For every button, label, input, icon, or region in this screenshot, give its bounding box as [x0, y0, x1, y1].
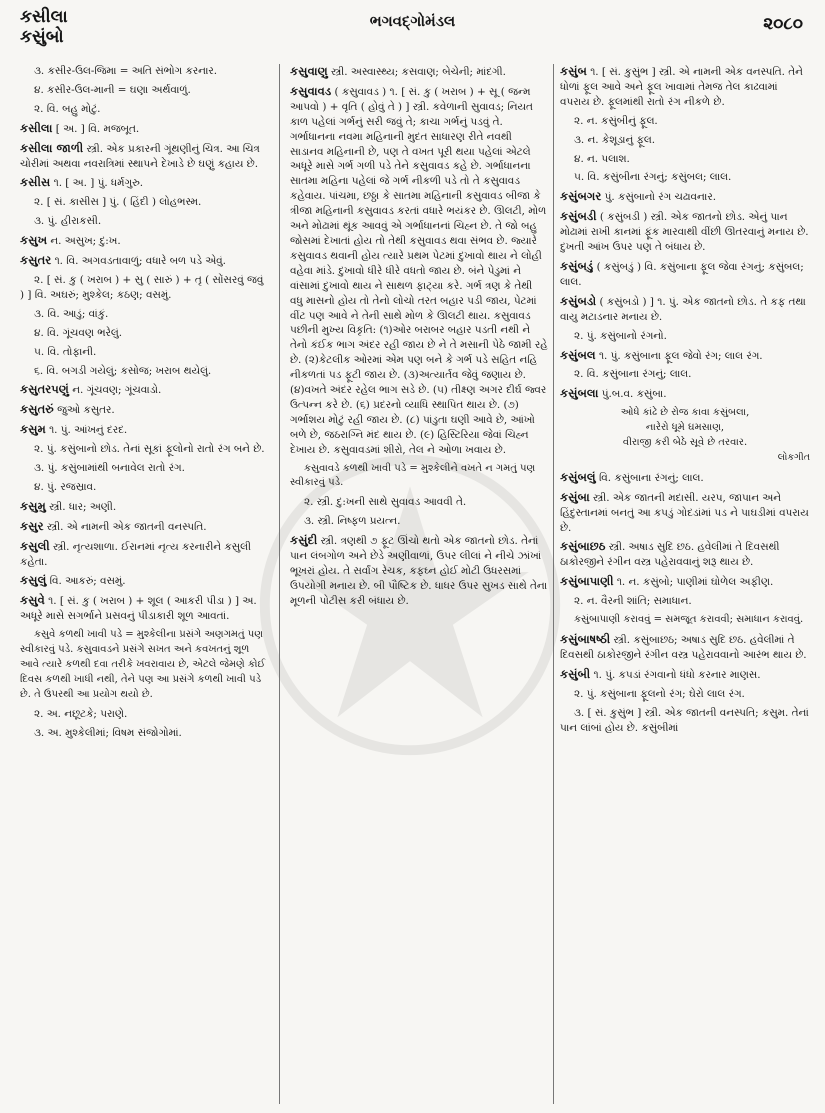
- guide-word-last: કસુંબો: [20, 27, 64, 47]
- definition-text: સ્ત્રી. એક પ્રકારની ગૂંથણીનું ચિત્ર. આ ચિત્ર ચોરીમાં અથવા નવરાત્રિમાં સ્થાપને દેખાડે છે ઘણું કહાય છે.: [20, 142, 260, 170]
- definition-text: વિ. કસુંબાના રંગનું; લાલ.: [595, 471, 704, 484]
- headword: કસુમુ: [20, 498, 46, 513]
- headword: કસીલા: [20, 120, 53, 135]
- dictionary-entry: [560, 259, 810, 290]
- sense-line: ૨. પું. કસુંબાનો છોડ. તેનાં સૂકાં ફૂલોનો રાતો રંગ બને છે.: [34, 443, 265, 456]
- dictionary-entry: [290, 533, 548, 609]
- dictionary-entry: [560, 209, 810, 255]
- headword: કસુલું: [20, 573, 47, 588]
- headword: કસુંબડું: [560, 258, 594, 273]
- sense-line: ૨. ન. વૈરની શાંતિ; સમાધાન.: [574, 595, 692, 608]
- headword: કસુંબી: [560, 666, 591, 681]
- dictionary-entry: [20, 233, 270, 249]
- definition-text: [ અ. ] વિ. મજબૂત.: [52, 122, 140, 135]
- dictionary-entry: [560, 64, 810, 110]
- definition-text: સ્ત્રી. ત્રણથી ૭ ફૂટ ઊંચો થતો એક જાતનો છોડ. તેનાં પાન લંબગોળ અને છેડે અણીવાળાં, ઉપર લીલાં ને નીચે ઝાંખાં ભૂખરાં હોય. તે સર્વાંગ રેચક, કફઘ્ન હોઈ મોટી ઉધરસમાં ઉપયોગી મનાય છે. બી પૌષ્ટિક છે. ધાધર ઉપર સુખડ સાથે તેના મૂળની પોટીસ કરી બંધાય છે.: [290, 535, 548, 607]
- dictionary-entry: [560, 574, 810, 590]
- sense-line: ૩. [ સં. કુસુંભ ] સ્ત્રી. એક જાતની વનસ્પતિ; કસુમ. તેનાં પાન લાંબાં હોય છે. કસુંબીમાં: [560, 706, 809, 734]
- sense-line: ૩. કસીર-ઉલ-જિમા = અતિ સંભોગ કરનાર.: [34, 65, 218, 77]
- dictionary-entry: [20, 573, 270, 589]
- definition-text: સ્ત્રી. એ નામની એક જાતની વનસ્પતિ.: [43, 520, 207, 533]
- sense-line: ૨. અ. નછૂટકે; પરાણે.: [34, 707, 128, 720]
- definition-text: સ્ત્રી. નૃત્યશાળા. ઈરાનમાં નૃત્ય કરનારીને કસુલી કહેતા.: [20, 540, 251, 568]
- definition-text: ૧. પું. આંખનું દરદ.: [45, 424, 128, 437]
- dictionary-entry: [20, 539, 270, 570]
- headword: કસુંબલ: [560, 347, 596, 362]
- headword: કસુતર: [20, 253, 52, 268]
- headword: કસુવે: [20, 593, 45, 608]
- dictionary-entry: [290, 64, 548, 80]
- dictionary-entry: [20, 382, 270, 398]
- column-middle: [290, 64, 548, 1109]
- dictionary-entry: [20, 141, 270, 172]
- sense-line: ૩. વિ. આડું; વાંકું.: [34, 307, 109, 320]
- definition-text: ( કસુંબડો ) ] ૧. પું. એક જાતનો છોડ. તે કફ તથા વાયુ મટાડનાર મનાય છે.: [560, 295, 806, 323]
- sense-line: ૩. અ. મુશ્કેલીમાં; વિષમ સંજોગોમાં.: [34, 726, 182, 739]
- sense-line: ૫. વિ. તોફાની.: [34, 345, 97, 358]
- headword: કસીલા જાળી: [20, 140, 84, 155]
- headword: કસુતરપણું: [20, 382, 69, 397]
- dictionary-entry: [560, 348, 810, 364]
- headword: કસુંદી: [290, 533, 318, 548]
- definition-text: વિ. આકરું; વસમું.: [46, 575, 126, 588]
- headword: કસુંબગર: [560, 189, 602, 204]
- dictionary-entry: [20, 499, 270, 515]
- idiom-note: કસુંબાપાણી કરાવવું = સમજૂત કરાવવી; સમાધાન કરાવવું.: [574, 614, 804, 626]
- sense-line: ૪. વિ. ગૂંચવણ ભરેલું.: [34, 326, 123, 339]
- definition-text: ૧. પું. કપડાં રંગવાનો ધંધો કરનાર માણસ.: [590, 668, 761, 681]
- poem-line: ઓધે કાંઢે છે રોજ કાવા કસુંબલા,: [620, 407, 750, 419]
- headword: કસુંબડી: [560, 209, 597, 224]
- headword: કસુવાણુ: [290, 64, 328, 78]
- dictionary-entry: [20, 253, 270, 269]
- page-number: ૨૦૮૦: [763, 14, 803, 34]
- definition-text: ન. ગૂંચવણ; ગૂંચવાડો.: [68, 384, 162, 397]
- headword: કસુવાવડ: [290, 83, 332, 98]
- poem-line: વીરાજી કરી બેઠે સૂવે છે તરવાર.: [622, 437, 748, 449]
- dictionary-entry: [560, 386, 810, 402]
- column-left: [20, 64, 270, 1109]
- headword: કસીસ: [20, 175, 51, 190]
- dictionary-body: [0, 64, 825, 1109]
- sense-line: ૪. કસીર-ઉલ-માની = ઘણા અર્થવાળું.: [34, 83, 191, 96]
- sense-line: ૨. [ સં. કાસીસ ] પું. ( હિંદી ) લોહભસ્મ.: [34, 196, 202, 209]
- poem-source: લોકગીત: [777, 451, 810, 463]
- definition-text: ૧. [ સં. કુસુંભ ] સ્ત્રી. એ નામની એક વનસ્પતિ. તેને ધોળાં ફૂલ આવે અને ફૂલ ખાવામાં તેમજ તેલ કાઢવામાં વપરાય છે. ફૂલમાંથી રાતો રંગ નીકળે છે.: [560, 66, 803, 108]
- definition-text: ન. અસુખ; દુ:ખ.: [47, 235, 121, 248]
- definition-text: ( કસુંબડું ) વિ. કસુંબાના ફૂલ જેવા રંગનું; કસુંબલ; લાલ.: [560, 260, 804, 288]
- idiom-note: કસુવે કળથી ખાવી પડે = મુશ્કેલીના પ્રસંગે અણગમતું પણ સ્વીકારવું પડે. કસુવાવડને પ્રસંગે સખત અને કવખતનું શૂળ આવે ત્યારે કળથી દવા તરીકે ખવરાવાય છે, એટલે જેમણે કોઈ દિવસ કળથી ખાધી નથી, તેને પણ આ પ્રસંગે કળથી ખાવી પડે છે. તે ઉપરથી આ પ્રયોગ થયો છે.: [20, 629, 266, 700]
- dictionary-entry: [290, 84, 548, 458]
- page-title: ભગવદ્ગોમંડલ: [369, 12, 456, 30]
- headword: કસુંબા: [560, 489, 590, 504]
- definition-text: સ્ત્રી. કસુંબાછઠ; અષાડ સુદિ છઠ. હવેલીમાં તે દિવસથી ઠાકોરજીને રંગીન વસ્ત્ર પહેરાવવાનો આરંભ થાય છે.: [560, 634, 807, 661]
- definition-text: ( કસુવાવડ ) ૧. [ સં. કુ ( ખરાબ ) + સૂ ( જન્મ આપવો ) + વૃતિ ( હોવું તે ) ] સ્ત્રી. કવેળાની સુવાવડ; નિયત કાળ પહેલાં ગર્ભનું સરી જવું તે; કાચા ગર્ભનું પડવું તે. ગર્ભાધાનના નવમા મહિનાની મુદત સાધારણ રીતે નવથી સાડાનવ મહિનાની છે, પણ તે વખત પૂરી થયા પહેલાં એટલે અધૂરે માસે ગર્ભ ગળી પડે તેને કસુવાવડ કહે છે. ગર્ભાધાનના સાતમા મહિના પહેલાં જે ગર્ભ નીકળી પડે તો તે કસુવાવડ કહેવાય. પાંચમા, છઠ્ઠા કે સાતમા મહિનાની કસુવાવડ બીજા કે ત્રીજા મહિનાની કસુવાવડ કરતાં વધારે ભયંકર છે. ઊલટી, મોળ અને મોઢામાં થૂંક આવવું એ ગર્ભાધાનનાં ચિહ્ન છે. તે જો બહુ જોસમાં દેખાતાં હોય તો તેથી કસુવાવડ થવા સંભવ છે. જ્યારે કસુવાવડ થવાની હોય ત્યારે પ્રથમ પેટમાં દુખાવો થાય ને લોહી વહેવા માંડે. દુખાવો ધીરે ધીરે વધતો જાય છે. બંને પેડુમાં ને વાંસામાં દુખાવો થાય ને સાથળ ફાટ્યા કરે. ગર્ભ ત્રણ કે તેથી વધુ માસનો હોય તો તેનો લોચો તરત બહાર પડી જાય, પેટમાં વીંટ પણ આવે ને તેની સાથે મોળ કે ઊલટી થાય. કસુવાવડ પછીની મુખ્ય વિકૃતિ: (૧)ઓર બરાબર બહાર પડતી નથી ને તેનો કંઈક ભાગ અંદર રહી જાય છે ને તે મસાની પેઠે જામી રહે છે. (૨)કેટલીક ઓરમાં એમ પણ બને કે ગર્ભ પડે સહિત નહિ નીકળતાં પડ ફૂટી જાય છે. (૩)અત્યાર્તવ જેવું જણાય છે. (૪)વખતે અંદર રહેલ ભાગ સડે છે. (૫) તીક્ષ્ણ અગર દીર્ઘ જ્વર ઉત્પન્ન કરે છે. (૬) પ્રદરનો વ્યાધિ સ્થાપિત થાય છે. (૭) ગર્ભાશય મોટું રહી જાય છે. (૮) પાંડુતા ઘણી આવે છે, આંખો બળે છે, જઠરાગ્નિ મંદ થાય છે. (૯) હિસ્ટિરિયા જેવાં ચિહ્ન દેખાય છે. કસુવાવડમાં શીરો, તેલ ને ઓળા ખવાય છે.: [290, 85, 548, 456]
- page-header: [0, 0, 825, 62]
- headword: કસુમ: [20, 422, 46, 437]
- dictionary-entry: [20, 519, 270, 535]
- sense-line: ૨. ન. કસુંબીનું ફૂલ.: [574, 114, 658, 127]
- headword: કસુંબલું: [560, 469, 596, 484]
- headword: કસુતરું: [20, 402, 54, 417]
- column-right: [560, 64, 810, 1109]
- sense-line: ૨. પું. કસુંબાના ફૂલનો રંગ; ઘેરો લાલ રંગ.: [574, 687, 745, 700]
- definition-text: ( કસુંબડી ) સ્ત્રી. એક જાતનો છોડ. એનું પાન મોઢામાં રાખી કાનમાં ફૂંક મારવાથી વીંછી ઊતરવાનું મનાય છે. દુખતી આંખ ઉપર પણ તે બંધાય છે.: [560, 211, 809, 254]
- dictionary-entry: [20, 175, 270, 191]
- headword: કસુંબાષષ્ઠી: [560, 632, 611, 646]
- dictionary-entry: [560, 189, 810, 205]
- dictionary-entry: [560, 470, 810, 486]
- dictionary-entry: [20, 121, 270, 137]
- guide-word-first: કસીલા: [20, 7, 68, 27]
- dictionary-entry: [20, 402, 270, 418]
- headword: કસુંબડો: [560, 293, 597, 308]
- definition-text: ૧. વિ. અગવડતાવાળું; વધારે બળ પડે એવું.: [51, 255, 226, 268]
- sense-line: ૩. સ્ત્રી. નિષ્ફળ પ્રયત્ન.: [304, 515, 401, 528]
- sense-line: ૩. પું. હીરાકસી.: [34, 215, 102, 228]
- sense-line: ૩. ન. કેશૂડાનું ફૂલ.: [574, 133, 656, 146]
- sense-line: ૪. પું. રજસ્રાવ.: [34, 480, 97, 493]
- sense-line: ૩. પું. કસુંબામાંથી બનાવેલ રાતો રંગ.: [34, 462, 185, 475]
- sense-line: ૬. વિ. બગડી ગયેલું; કસોજ; ખરાબ થયેલું.: [34, 364, 212, 377]
- headword: કસુંબાછઠ: [560, 539, 606, 554]
- sense-line: ૨. વિ. બહુ મોટું.: [34, 102, 101, 115]
- sense-line: ૨. પું. કસુંબાનો રંગનો.: [574, 329, 667, 342]
- definition-text: પું. કસુંબાનો રંગ ચઢાવનાર.: [601, 191, 716, 204]
- sense-line: ૪. ન. પલાશ.: [574, 152, 630, 165]
- dictionary-entry: [560, 490, 810, 536]
- dictionary-entry: [20, 593, 270, 624]
- sense-line: ૨. સ્ત્રી. દુ:ખની સાથે સુવાવડ આવવી તે.: [304, 496, 467, 509]
- definition-text: ૧. [ અ. ] પું. ધર્મગુરુ.: [50, 177, 144, 190]
- dictionary-entry: [560, 667, 810, 683]
- sense-line: ૨. વિ. કસુંબાના રંગનું; લાલ.: [574, 368, 692, 381]
- headword: કસુલી: [20, 538, 50, 553]
- definition-text: સ્ત્રી. ધાર; અણી.: [45, 500, 117, 513]
- definition-text: ૧. પું. કસુંબાના ફૂલ જેવો રંગ; લાલ રંગ.: [595, 349, 763, 362]
- sense-line: ૨. [ સં. કુ ( ખરાબ ) + સુ ( સારું ) + તૃ ( સોંસરવું જવું ) ] વિ. અઘરું; મુશ્કેલ; કઠણ; વસમું.: [20, 273, 264, 301]
- definition-text: જુઓ કસુતર.: [53, 404, 115, 417]
- poem-line: નારેરો ધૂમે ઘમસાણ,: [645, 422, 725, 434]
- headword: કસુંબલા: [560, 386, 599, 401]
- dictionary-entry: [560, 294, 810, 325]
- definition-text: સ્ત્રી. અસ્વાસ્થ્ય; કસવાણ; બેચેની; માંદગી.: [327, 66, 506, 78]
- dictionary-entry: [560, 632, 810, 663]
- definition-text: સ્ત્રી. એક જાતની મદાસી. યરપ, જાપાન અને હિંદુસ્તાનમાં બનતું આ કપડું ગોદડાંમાં પડ ને પાઘડીમાં વપરાય છે.: [560, 491, 809, 534]
- sense-line: ૫. વિ. કસુંબીના રંગનું; કસુંબલ; લાલ.: [574, 171, 732, 184]
- definition-text: ૧. [ સં. કુ ( ખરાબ ) + શૂલ ( આકરી પીડા ) ] અ. અધૂરે માસે સગર્ભાને પ્રસવનું પીડાકારી શૂળ આવતાં.: [20, 595, 257, 623]
- idiom-note: કસુવાવડે કળથી ખાવી પડે = મુશ્કેલીને વખતે ન ગમતું પણ સ્વીકારવું પડે.: [290, 462, 536, 489]
- headword: કસુંબાપાણી: [560, 574, 614, 589]
- headword: કસુંબ: [560, 64, 587, 78]
- definition-text: ૧. ન. કસુંબો; પાણીમાં ઘોળેલ અફીણ.: [613, 576, 774, 589]
- dictionary-entry: [20, 422, 270, 438]
- definition-text: સ્ત્રી. અષાડ સુદિ છઠ. હવેલીમાં તે દિવસથી ઠાકોરજીને રંગીન વસ્ત્ર પહેરાવવાનું શરૂ થાય છે.: [560, 541, 780, 569]
- dictionary-entry: [560, 539, 810, 570]
- definition-text: પું.બ.વ. કસુંબા.: [598, 388, 667, 401]
- headword: કસુખ: [20, 233, 48, 248]
- headword: કસુર: [20, 518, 44, 533]
